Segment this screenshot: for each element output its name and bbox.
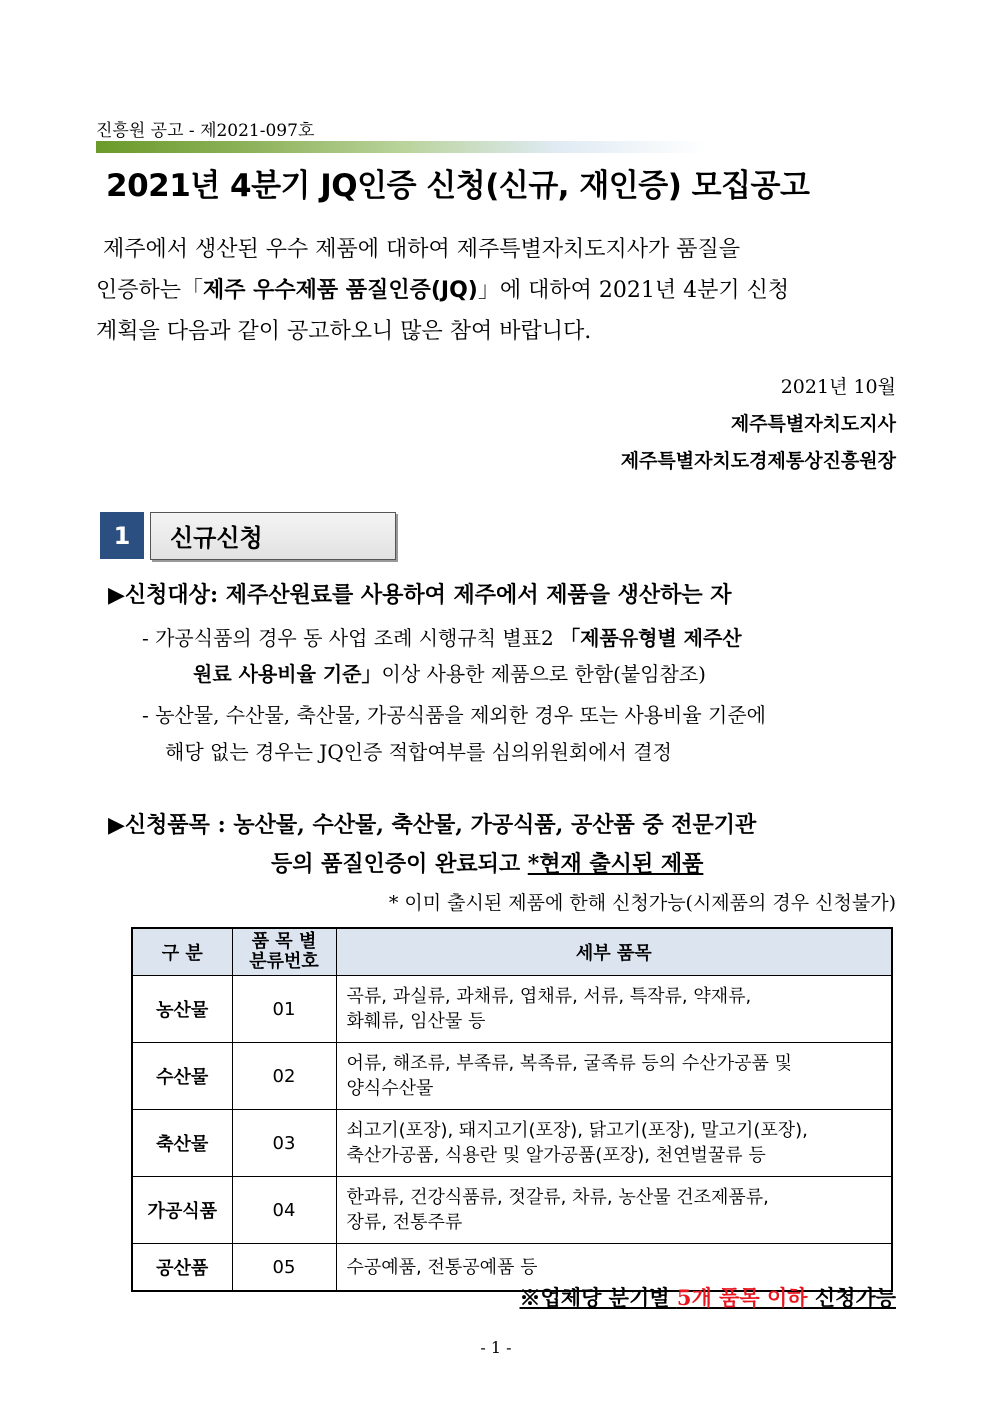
signatory-agency: 제주특별자치도경제통상진흥원장 — [620, 450, 896, 472]
row-category: 수산물 — [132, 1043, 232, 1110]
header-code-line1: 품 목 별 — [251, 931, 317, 952]
items-table — [131, 927, 893, 1292]
row-detail — [336, 976, 892, 1043]
footnote-highlight: 5개 품목 이하 — [676, 1285, 808, 1310]
items-line-2 — [271, 847, 703, 878]
row-detail-1: 한과류, 건강식품류, 젓갈류, 차류, 농산물 건조제품류, — [346, 1187, 769, 1208]
bullet-1-line-1 — [142, 622, 742, 651]
row-detail — [336, 1043, 892, 1110]
footnote — [520, 1282, 896, 1312]
header-detail: 세부 품목 — [336, 928, 892, 976]
target-line — [108, 578, 732, 609]
target-text: : 제주산원료를 사용하여 제주에서 제품을 생산하는 자 — [209, 582, 732, 608]
row-category: 축산물 — [132, 1110, 232, 1177]
items-text-2: 등의 품질인증이 완료되고 — [271, 851, 528, 877]
footnote-prefix: ※업체당 분기별 — [519, 1285, 677, 1310]
notice-number: 진흥원 공고 - 제2021-097호 — [96, 121, 315, 141]
row-detail-1: 쇠고기(포장), 돼지고기(포장), 닭고기(포장), 말고기(포장), — [346, 1120, 808, 1141]
row-category: 공산품 — [132, 1244, 232, 1292]
header-category: 구 분 — [132, 928, 232, 976]
page-number: - 1 - — [480, 1338, 512, 1357]
row-detail-1: 어류, 해조류, 부족류, 복족류, 굴족류 등의 수산가공품 및 — [346, 1053, 792, 1074]
items-label: ▶신청품목 — [108, 813, 210, 838]
intro-line-1 — [96, 232, 896, 263]
row-code: 02 — [232, 1043, 336, 1110]
items-text: : 농산물, 수산물, 축산물, 가공식품, 공산품 중 전문기관 — [217, 812, 757, 838]
footnote-suffix: 신청가능 — [807, 1285, 896, 1310]
table-row — [132, 1043, 892, 1110]
header-code — [232, 928, 336, 976]
row-detail — [336, 1110, 892, 1177]
header-code-line2: 분류번호 — [249, 951, 319, 972]
items-note: * 이미 출시된 제품에 한해 신청가능(시제품의 경우 신청불가) — [388, 892, 896, 914]
items-released-emphasis: *현재 출시된 제품 — [527, 851, 704, 877]
intro-text-2a: 인증하는「 — [96, 278, 204, 303]
row-detail-1: 곡류, 과실류, 과채류, 엽채류, 서류, 특작류, 약재류, — [346, 986, 752, 1007]
intro-jq-name: 제주 우수제품 품질인증(JQ) — [203, 278, 478, 303]
table-row — [132, 1177, 892, 1244]
intro-line-3: 계획을 다음과 같이 공고하오니 많은 참여 바랍니다. — [96, 319, 592, 344]
bullet-2-line-2: 해당 없는 경우는 JQ인증 적합여부를 심의위원회에서 결정 — [165, 740, 672, 764]
intro-text-2b: 」에 대하여 2021년 4분기 신청 — [477, 278, 790, 303]
row-detail-1: 수공예품, 전통공예품 등 — [346, 1256, 538, 1278]
table-row — [132, 976, 892, 1043]
row-detail-2: 축산가공품, 식용란 및 알가공품(포장), 천연벌꿀류 등 — [346, 1145, 766, 1166]
row-category: 농산물 — [132, 976, 232, 1043]
document-title: 2021년 4분기 JQ인증 신청(신규, 재인증) 모집공고 — [106, 168, 810, 204]
row-code: 05 — [232, 1244, 336, 1292]
bullet-2-line-1: - 농산물, 수산물, 축산물, 가공식품을 제외한 경우 또는 사용비율 기준에 — [142, 703, 767, 727]
target-label: ▶신청대상 — [108, 583, 210, 608]
table-row — [132, 1110, 892, 1177]
row-code: 04 — [232, 1177, 336, 1244]
row-detail-2: 장류, 전통주류 — [346, 1212, 463, 1233]
signatory-governor: 제주특별자치도지사 — [730, 413, 896, 435]
title-gradient-bar — [96, 141, 708, 153]
section-number: 1 — [100, 512, 144, 559]
row-detail-2: 화훼류, 임산물 등 — [346, 1011, 486, 1032]
bullet-1-text-2: 이상 사용한 제품으로 한함(붙임참조) — [381, 662, 706, 686]
row-code: 03 — [232, 1110, 336, 1177]
bullet-1-line-2 — [193, 658, 706, 687]
items-line-1 — [108, 808, 756, 839]
table-header-row — [132, 928, 892, 976]
bullet-1-text: - 가공식품의 경우 동 사업 조례 시행규칙 별표2 — [142, 626, 561, 650]
bullet-1-bold: 「제품유형별 제주산 — [560, 626, 742, 650]
row-category: 가공식품 — [132, 1177, 232, 1244]
bullet-1-bold-2: 원료 사용비율 기준」 — [193, 662, 382, 686]
intro-text-1: 제주에서 생산된 우수 제품에 대하여 제주특별자치도지사가 품질을 — [103, 237, 741, 262]
notice-date: 2021년 10월 — [780, 376, 896, 398]
intro-line-2 — [96, 273, 896, 304]
row-detail-2: 양식수산물 — [346, 1078, 434, 1099]
row-code: 01 — [232, 976, 336, 1043]
row-detail — [336, 1177, 892, 1244]
section-title: 신규신청 — [170, 524, 263, 552]
